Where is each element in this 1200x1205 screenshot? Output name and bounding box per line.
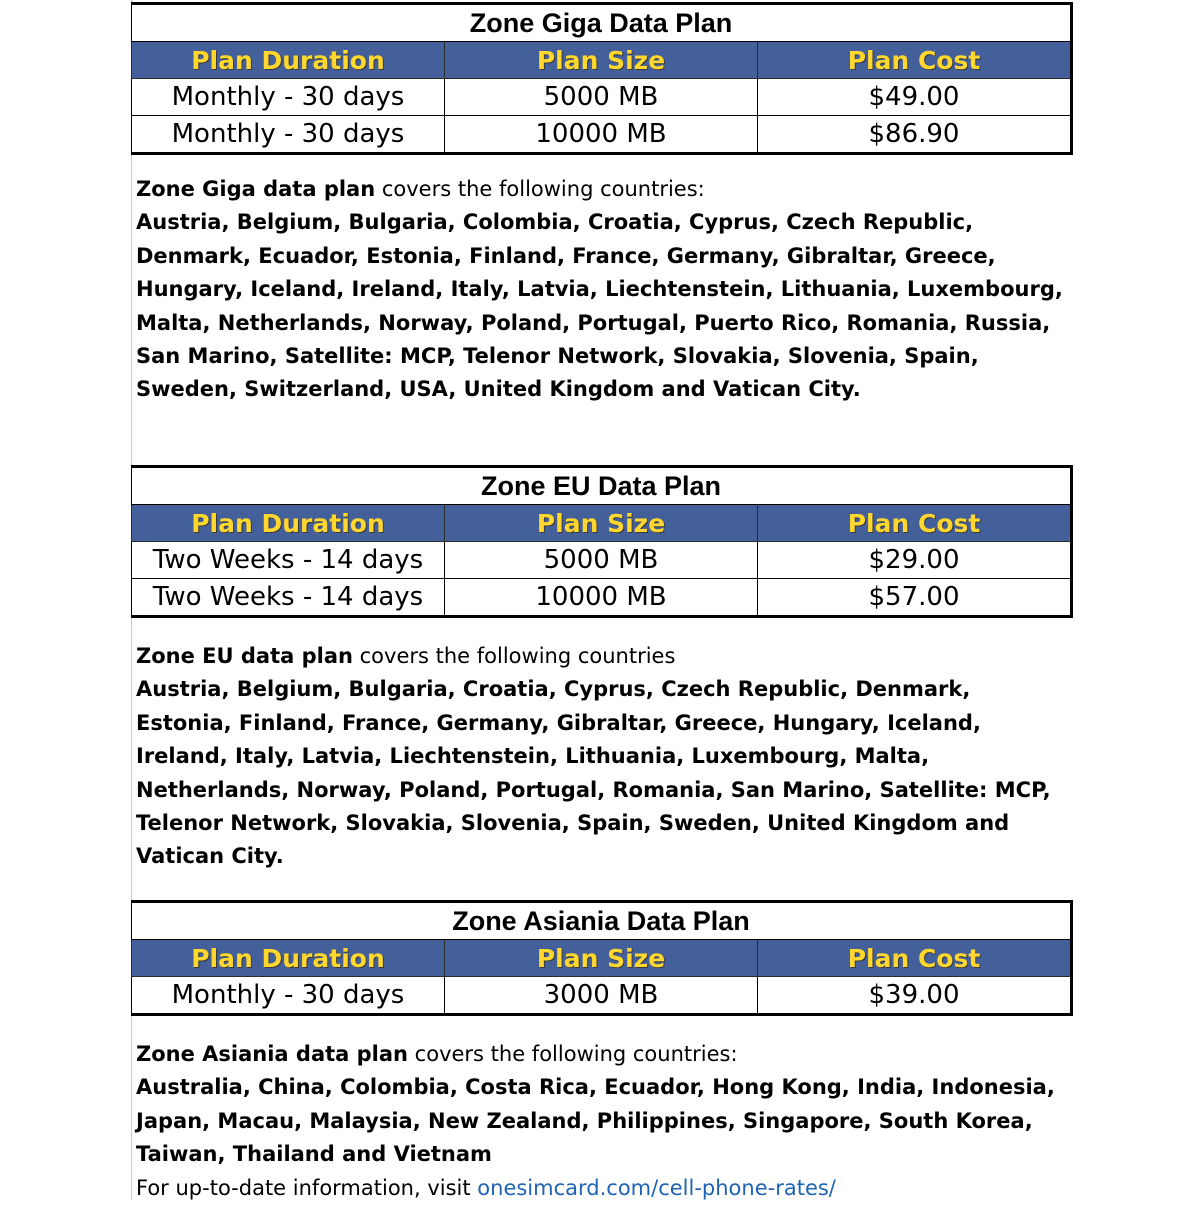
header-plan-size: Plan Size <box>445 505 758 542</box>
header-plan-cost: Plan Cost <box>758 505 1072 542</box>
coverage-lead: Zone Asiania data plan covers the following countries: <box>136 1042 738 1066</box>
coverage-countries: Austria, Belgium, Bulgaria, Croatia, Cyprus, Czech Republic, Denmark, Estonia, Finland, France, Germany, Gibraltar, Greece, Hungary, Iceland, Ireland, Italy, Latvia, Liechtenstein, Lithuania, Luxembourg, Malta, Netherlands, Norway, Poland, Portugal, Romania, San Marino, Satellite: MCP, Telenor Network, Slovakia, Slovenia, Spain, Sweden, United Kingdom and Vatican City. <box>136 677 1051 869</box>
zone-asiania-table <box>131 900 1073 1016</box>
table-title: Zone Giga Data Plan <box>132 4 1072 42</box>
cell-size: 5000 MB <box>445 542 758 579</box>
coverage-countries: Australia, China, Colombia, Costa Rica, Ecuador, Hong Kong, India, Indonesia, Japan, Macau, Malaysia, New Zealand, Philippines, Singapore, South Korea, Taiwan, Thailand and Vietnam <box>136 1075 1055 1167</box>
table-title: Zone EU Data Plan <box>132 467 1072 505</box>
table-title: Zone Asiania Data Plan <box>132 902 1072 940</box>
header-plan-size: Plan Size <box>445 42 758 79</box>
table-row <box>132 977 1072 1015</box>
cell-cost: $86.90 <box>758 116 1072 154</box>
cell-cost: $29.00 <box>758 542 1072 579</box>
header-plan-cost: Plan Cost <box>758 42 1072 79</box>
cell-size: 10000 MB <box>445 579 758 617</box>
zone-eu-table <box>131 465 1073 618</box>
cell-size: 5000 MB <box>445 79 758 116</box>
header-plan-duration: Plan Duration <box>132 940 445 977</box>
header-plan-size: Plan Size <box>445 940 758 977</box>
cell-cost: $49.00 <box>758 79 1072 116</box>
cell-size: 3000 MB <box>445 977 758 1015</box>
zone-giga-coverage <box>136 173 1066 407</box>
table-row <box>132 579 1072 617</box>
coverage-lead: Zone EU data plan covers the following countries <box>136 644 676 668</box>
cell-duration: Two Weeks - 14 days <box>132 579 445 617</box>
zone-giga-table <box>131 2 1073 155</box>
cell-duration: Monthly - 30 days <box>132 79 445 116</box>
table-row <box>132 79 1072 116</box>
header-plan-cost: Plan Cost <box>758 940 1072 977</box>
table-row <box>132 542 1072 579</box>
rates-link[interactable]: onesimcard.com/cell-phone-rates/ <box>477 1175 836 1200</box>
cell-size: 10000 MB <box>445 116 758 154</box>
cell-duration: Monthly - 30 days <box>132 116 445 154</box>
coverage-countries: Austria, Belgium, Bulgaria, Colombia, Croatia, Cyprus, Czech Republic, Denmark, Ecuador, Estonia, Finland, France, Germany, Gibraltar, Greece, Hungary, Iceland, Ireland, Italy, Latvia, Liechtenstein, Lithuania, Luxembourg, Malta, Netherlands, Norway, Poland, Portugal, Puerto Rico, Romania, Russia, San Marino, Satellite: MCP, Telenor Network, Slovakia, Slovenia, Spain, Sweden, Switzerland, USA, United Kingdom and Vatican City. <box>136 210 1063 402</box>
table-row <box>132 116 1072 154</box>
cell-cost: $57.00 <box>758 579 1072 617</box>
cell-cost: $39.00 <box>758 977 1072 1015</box>
cell-duration: Two Weeks - 14 days <box>132 542 445 579</box>
zone-asiania-coverage <box>136 1038 1066 1205</box>
cell-duration: Monthly - 30 days <box>132 977 445 1015</box>
footer-note: For up-to-date information, visit onesimcard.com/cell-phone-rates/ <box>136 1175 836 1200</box>
header-plan-duration: Plan Duration <box>132 42 445 79</box>
zone-eu-coverage <box>136 640 1066 874</box>
header-plan-duration: Plan Duration <box>132 505 445 542</box>
coverage-lead: Zone Giga data plan covers the following countries: <box>136 177 705 201</box>
